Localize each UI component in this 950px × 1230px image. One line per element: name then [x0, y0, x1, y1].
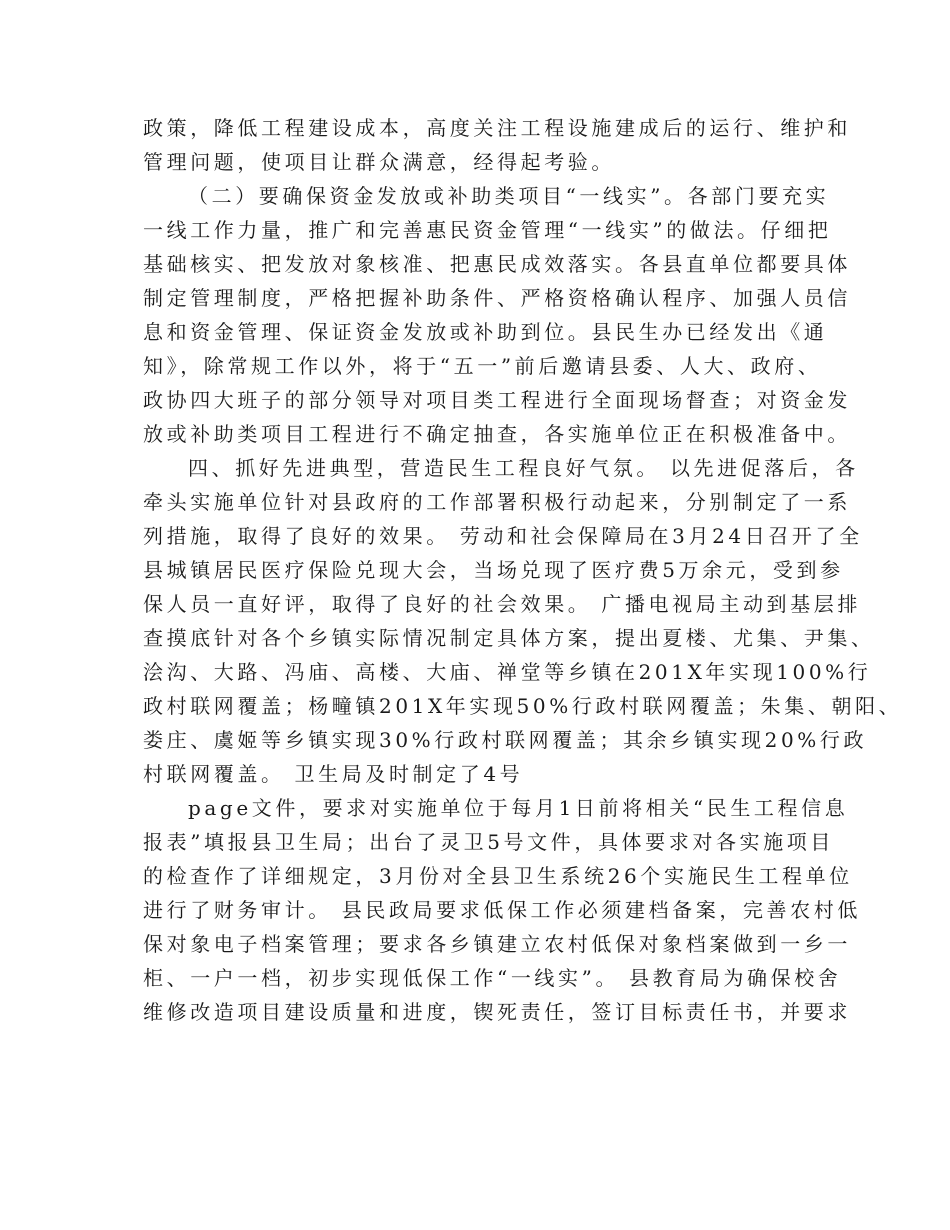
- section-heading: 四、抓好先进典型，营造民生工程良好气氛。 以先进促落后，各: [188, 456, 859, 480]
- text-line: 进行了财务审计。 县民政局要求低保工作必须建档备案，完善农村低: [143, 898, 861, 922]
- text-line: 保对象电子档案管理；要求各乡镇建立农村低保对象档案做到一乡一: [143, 932, 851, 956]
- text-line: 知》，除常规工作以外，将于“五一”前后邀请县委、人大、政府、: [143, 354, 822, 378]
- text-line: 保人员一直好评，取得了良好的社会效果。 广播电视局主动到基层排: [143, 592, 861, 616]
- text-line: 列措施，取得了良好的效果。 劳动和社会保障局在3月24日召开了全: [143, 524, 863, 548]
- text-line: （二）要确保资金发放或补助类项目“一线实”。各部门要充实: [188, 184, 830, 208]
- text-line: 浍沟、大路、冯庙、高楼、大庙、禅堂等乡镇在201X年实现100%行: [143, 660, 872, 684]
- text-line: 查摸底针对各个乡镇实际情况制定具体方案，提出夏楼、尤集、尹集、: [143, 626, 875, 650]
- text-line: 政村联网覆盖；杨疃镇201X年实现50%行政村联网覆盖；朱集、朝阳、: [143, 694, 903, 718]
- text-line: 柜、一户一档，初步实现低保工作“一线实”。 县教育局为确保校舍: [143, 966, 842, 990]
- text-line: 政协四大班子的部分领导对项目类工程进行全面现场督查；对资金发: [143, 388, 851, 412]
- text-line: 放或补助类项目工程进行不确定抽查，各实施单位正在积极准备中。: [143, 422, 851, 446]
- text-line: 牵头实施单位针对县政府的工作部署积极行动起来，分别制定了一系: [143, 490, 851, 514]
- text-line: 管理问题，使项目让群众满意，经得起考验。: [143, 150, 615, 174]
- text-line: page文件，要求对实施单位于每月1日前将相关“民生工程信息: [188, 796, 849, 820]
- text-line: 基础核实、把发放对象核准、把惠民成效落实。各县直单位都要具体: [143, 252, 851, 276]
- text-line: 维修改造项目建设质量和进度，锲死责任，签订目标责任书，并要求: [143, 1000, 851, 1024]
- text-line: 的检查作了详细规定，3月份对全县卫生系统26个实施民生工程单位: [143, 864, 853, 888]
- text-line: 制定管理制度，严格把握补助条件、严格资格确认程序、加强人员信: [143, 286, 851, 310]
- text-line: 政策，降低工程建设成本，高度关注工程设施建成后的运行、维护和: [143, 116, 851, 140]
- text-line: 息和资金管理、保证资金发放或补助到位。县民生办已经发出《通: [143, 320, 828, 344]
- text-line: 娄庄、虞姬等乡镇实现30%行政村联网覆盖；其余乡镇实现20%行政: [143, 728, 868, 752]
- text-line: 报表”填报县卫生局；出台了灵卫5号文件，具体要求对各实施项目: [143, 830, 834, 854]
- text-line: 村联网覆盖。 卫生局及时制定了4号: [143, 762, 524, 786]
- text-line: 一线工作力量，推广和完善惠民资金管理“一线实”的做法。仔细把: [143, 218, 832, 242]
- text-line: 县城镇居民医疗保险兑现大会，当场兑现了医疗费5万余元，受到参: [143, 558, 844, 582]
